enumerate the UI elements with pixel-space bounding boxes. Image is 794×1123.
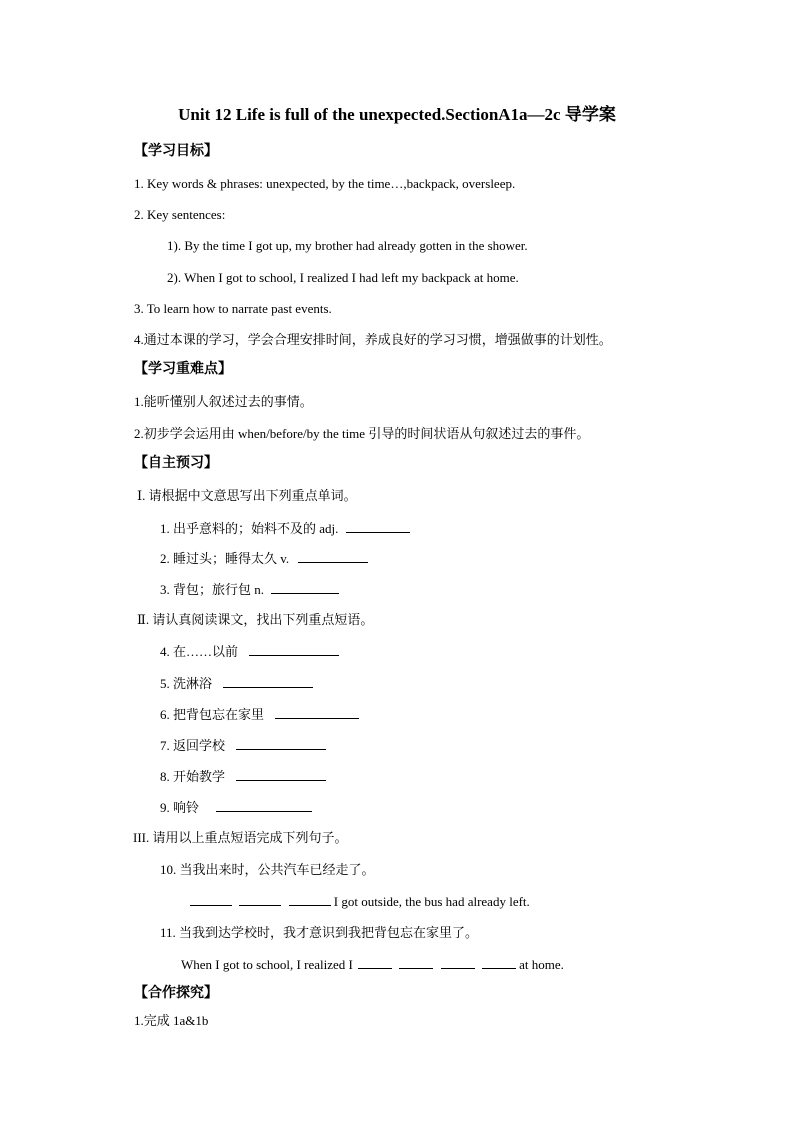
question-11: 11. 当我到达学校时，我才意识到我把背包忘在家里了。 bbox=[160, 925, 479, 940]
question-1-text: 1. 出乎意料的；始料不及的 adj. bbox=[160, 521, 339, 536]
question-9-text: 9. 响铃 bbox=[160, 800, 200, 815]
answer-blank-11d[interactable] bbox=[482, 956, 516, 969]
question-9 bbox=[160, 799, 312, 816]
question-7-text: 7. 返回学校 bbox=[160, 738, 226, 753]
question-8 bbox=[160, 768, 326, 785]
objective-1: 1. Key words & phrases: unexpected, by the time…,backpack, oversleep. bbox=[134, 176, 516, 191]
objective-2a: 1). By the time I got up, my brother had already gotten in the shower. bbox=[167, 238, 528, 253]
answer-blank-1[interactable] bbox=[346, 520, 410, 533]
preview-heading: 【自主预习】 bbox=[134, 456, 218, 471]
question-11-sentence bbox=[181, 956, 564, 973]
question-7 bbox=[160, 737, 326, 754]
answer-blank-9[interactable] bbox=[216, 799, 312, 812]
question-1 bbox=[160, 520, 410, 537]
question-2-text: 2. 睡过头；睡得太久 v. bbox=[160, 551, 290, 566]
preview-part-3: III. 请用以上重点短语完成下列句子。 bbox=[133, 830, 348, 845]
question-5-text: 5. 洗淋浴 bbox=[160, 676, 213, 691]
question-8-text: 8. 开始教学 bbox=[160, 769, 226, 784]
question-4-text: 4. 在……以前 bbox=[160, 644, 239, 659]
answer-blank-11b[interactable] bbox=[399, 956, 433, 969]
question-11-suffix: at home. bbox=[519, 957, 564, 972]
key-point-1: 1.能听懂别人叙述过去的事情。 bbox=[134, 394, 313, 409]
answer-blank-7[interactable] bbox=[236, 737, 326, 750]
cooperation-heading: 【合作探究】 bbox=[134, 986, 218, 1001]
question-10-sentence-text: I got outside, the bus had already left. bbox=[333, 894, 530, 909]
page-title: Unit 12 Life is full of the unexpected.SectionA1a—2c 导学案 bbox=[178, 105, 616, 124]
answer-blank-10a[interactable] bbox=[190, 893, 232, 906]
question-5 bbox=[160, 675, 313, 692]
question-6 bbox=[160, 706, 359, 723]
question-10-sentence bbox=[190, 893, 530, 910]
question-11-prefix: When I got to school, I realized I bbox=[181, 957, 353, 972]
objective-3: 3. To learn how to narrate past events. bbox=[134, 301, 332, 316]
question-4 bbox=[160, 643, 339, 660]
answer-blank-4[interactable] bbox=[249, 643, 339, 656]
objective-4: 4.通过本课的学习，学会合理安排时间，养成良好的学习习惯，增强做事的计划性。 bbox=[134, 332, 612, 347]
key-points-heading: 【学习重难点】 bbox=[134, 362, 232, 377]
answer-blank-11a[interactable] bbox=[358, 956, 392, 969]
preview-part-2: Ⅱ. 请认真阅读课文，找出下列重点短语。 bbox=[137, 612, 374, 627]
question-3-text: 3. 背包；旅行包 n. bbox=[160, 582, 265, 597]
answer-blank-2[interactable] bbox=[298, 550, 368, 563]
question-10: 10. 当我出来时，公共汽车已经走了。 bbox=[160, 862, 375, 877]
question-2 bbox=[160, 550, 368, 567]
objectives-heading: 【学习目标】 bbox=[134, 144, 218, 159]
question-3 bbox=[160, 581, 339, 598]
answer-blank-10b[interactable] bbox=[239, 893, 281, 906]
answer-blank-10c[interactable] bbox=[289, 893, 331, 906]
preview-part-1: Ⅰ. 请根据中文意思写出下列重点单词。 bbox=[137, 488, 357, 503]
answer-blank-11c[interactable] bbox=[441, 956, 475, 969]
answer-blank-3[interactable] bbox=[271, 581, 339, 594]
key-point-2: 2.初步学会运用由 when/before/by the time 引导的时间状语从句叙述过去的事件。 bbox=[134, 426, 590, 441]
cooperation-item-1: 1.完成 1a&1b bbox=[134, 1013, 209, 1028]
objective-2b: 2). When I got to school, I realized I had left my backpack at home. bbox=[167, 270, 519, 285]
question-6-text: 6. 把背包忘在家里 bbox=[160, 707, 265, 722]
answer-blank-5[interactable] bbox=[223, 675, 313, 688]
objective-2: 2. Key sentences: bbox=[134, 207, 226, 222]
answer-blank-6[interactable] bbox=[275, 706, 359, 719]
answer-blank-8[interactable] bbox=[236, 768, 326, 781]
